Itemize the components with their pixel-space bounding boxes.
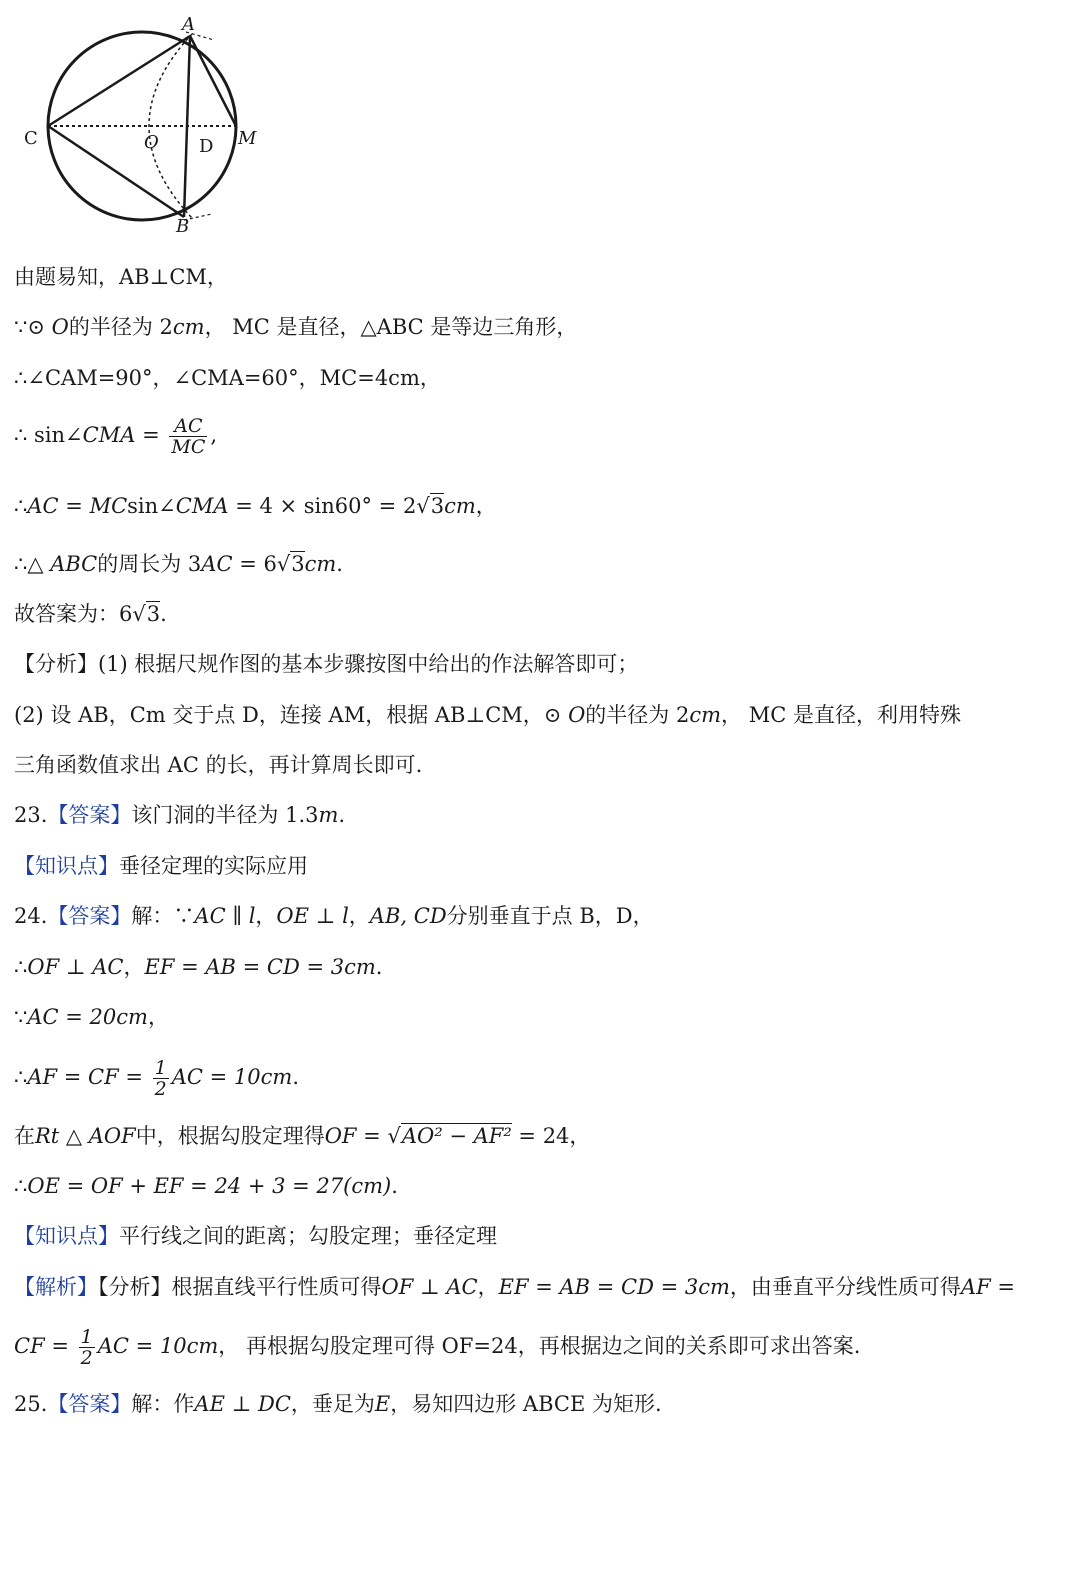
math: AB, CD bbox=[369, 904, 447, 928]
text: 【分析】(1) 根据尺规作图的基本步骤按图中给出的作法解答即可； bbox=[14, 652, 639, 676]
sqrt-radicand: 3 bbox=[291, 552, 305, 576]
math: m bbox=[318, 803, 339, 827]
text: 解：∵ bbox=[131, 904, 195, 928]
line-10 bbox=[14, 750, 422, 780]
line-17 bbox=[14, 1121, 590, 1151]
label-c: C bbox=[24, 128, 38, 149]
text: 故答案为：6√ bbox=[14, 602, 146, 626]
math: AC ∥ l bbox=[194, 904, 256, 928]
math: OE ⊥ l bbox=[276, 904, 349, 928]
line-18 bbox=[14, 1171, 398, 1201]
line-12 bbox=[14, 851, 308, 881]
text: ∴ bbox=[14, 1065, 28, 1089]
text: ∵⊙ bbox=[14, 315, 52, 339]
text: = 4 × sin60° = 2√ bbox=[228, 494, 430, 518]
sqrt-radicand: 3 bbox=[430, 494, 445, 518]
line-19 bbox=[14, 1221, 497, 1251]
math: OF ⊥ AC bbox=[381, 1275, 478, 1299]
line-20 bbox=[14, 1272, 1015, 1302]
text: ， bbox=[475, 494, 497, 518]
text: ∵ bbox=[14, 1005, 28, 1029]
text: 的半径为 2 bbox=[68, 315, 173, 339]
text: = bbox=[135, 423, 167, 447]
line-14 bbox=[14, 952, 382, 982]
question-number: 25. bbox=[14, 1392, 48, 1416]
line-15 bbox=[14, 1002, 169, 1032]
math: cm bbox=[444, 494, 476, 518]
math: E bbox=[374, 1392, 391, 1416]
fraction bbox=[79, 1327, 95, 1368]
text: ， bbox=[348, 904, 370, 928]
line-7 bbox=[14, 599, 167, 629]
text: ∴△ bbox=[14, 552, 51, 576]
text: = 24， bbox=[511, 1124, 591, 1148]
label-a: A bbox=[182, 14, 195, 35]
knowledge-tag: 【知识点】 bbox=[14, 854, 119, 878]
math: CF = bbox=[14, 1334, 76, 1358]
text: ，易知四边形 ABCE 为矩形. bbox=[390, 1392, 662, 1416]
text: 解：作 bbox=[131, 1392, 195, 1416]
math: AC bbox=[201, 552, 233, 576]
circle-figure bbox=[14, 12, 276, 244]
line-5 bbox=[14, 491, 497, 521]
text: ∴ bbox=[14, 1174, 28, 1198]
math: EF = AB = CD = 3cm bbox=[498, 1275, 730, 1299]
line-21 bbox=[14, 1327, 860, 1368]
line-11 bbox=[14, 800, 345, 830]
segment-am bbox=[190, 36, 236, 126]
analysis-tag: 【解析】 bbox=[14, 1275, 98, 1299]
segment-ca bbox=[48, 36, 190, 126]
segment-ab bbox=[184, 36, 190, 217]
text: 中，根据勾股定理得 bbox=[135, 1124, 325, 1148]
math: CMA bbox=[82, 423, 136, 447]
text: 平行线之间的距离；勾股定理；垂径定理 bbox=[119, 1224, 497, 1248]
answer-tag: 【答案】 bbox=[47, 1392, 132, 1416]
fraction bbox=[169, 416, 207, 457]
label-d: D bbox=[199, 136, 214, 157]
line-22 bbox=[14, 1389, 662, 1419]
line-2 bbox=[14, 312, 577, 342]
math: AC = 20cm bbox=[27, 1005, 148, 1029]
text: 由题易知，AB⊥CM， bbox=[14, 265, 228, 289]
text: ， MC 是直径，△ABC 是等边三角形， bbox=[204, 315, 578, 339]
math: Rt △ AOF bbox=[35, 1124, 136, 1148]
knowledge-tag: 【知识点】 bbox=[14, 1224, 119, 1248]
denominator: 2 bbox=[154, 1078, 167, 1100]
text: (2) 设 AB，Cm 交于点 D，连接 AM，根据 AB⊥CM，⊙ bbox=[14, 703, 569, 727]
text: 垂径定理的实际应用 bbox=[119, 854, 308, 878]
math: MC bbox=[89, 494, 128, 518]
line-3 bbox=[14, 363, 441, 393]
text: 分别垂直于点 B，D， bbox=[446, 904, 654, 928]
question-number: 24. bbox=[14, 904, 48, 928]
math: O bbox=[51, 315, 69, 339]
text: ，垂足为 bbox=[290, 1392, 375, 1416]
sqrt-radicand: 3 bbox=[146, 602, 161, 626]
line-4 bbox=[14, 416, 217, 457]
math: OF = √ bbox=[324, 1124, 401, 1148]
text: ∴∠CAM=90°，∠CMA=60°，MC=4cm， bbox=[14, 366, 441, 390]
math: AF = bbox=[960, 1275, 1015, 1299]
line-8 bbox=[14, 649, 638, 679]
text: 【分析】根据直线平行性质可得 bbox=[98, 1275, 382, 1299]
text: ， 再根据勾股定理可得 OF=24，再根据边之间的关系即可求出答案. bbox=[218, 1334, 861, 1358]
math: cm bbox=[689, 703, 722, 727]
sqrt-radicand: AO² − AF² bbox=[401, 1124, 512, 1148]
text: ， bbox=[255, 904, 277, 928]
line-13 bbox=[14, 901, 654, 931]
text: . bbox=[160, 602, 167, 626]
line-16 bbox=[14, 1058, 299, 1099]
text: ， bbox=[147, 1005, 169, 1029]
segment-cb bbox=[48, 126, 184, 217]
math: OE = OF + EF = 24 + 3 = 27(cm) bbox=[27, 1174, 392, 1198]
text: ∴ bbox=[14, 494, 28, 518]
text: ， bbox=[123, 955, 145, 979]
math: EF = AB = CD = 3cm bbox=[144, 955, 376, 979]
text: ， bbox=[477, 1275, 499, 1299]
text: . bbox=[336, 552, 343, 576]
text: . bbox=[375, 955, 383, 979]
text: ， MC 是直径，利用特殊 bbox=[721, 703, 961, 727]
circle-o bbox=[48, 32, 236, 220]
numerator: AC bbox=[169, 416, 207, 437]
text: . bbox=[391, 1174, 398, 1198]
math: AC = 10cm bbox=[171, 1065, 293, 1089]
denominator: MC bbox=[171, 436, 206, 458]
text: . bbox=[338, 803, 346, 827]
math: AE ⊥ DC bbox=[194, 1392, 291, 1416]
text: = 6√ bbox=[232, 552, 291, 576]
math: AC = 10cm bbox=[97, 1334, 219, 1358]
text: 的半径为 2 bbox=[585, 703, 690, 727]
line-9 bbox=[14, 700, 961, 730]
fraction bbox=[153, 1058, 169, 1099]
math: AC bbox=[27, 494, 59, 518]
line-1 bbox=[14, 262, 228, 292]
text: 三角函数值求出 AC 的长，再计算周长即可. bbox=[14, 753, 423, 777]
text: sin∠ bbox=[127, 494, 176, 518]
math: ABC bbox=[50, 552, 98, 576]
text: 在 bbox=[14, 1124, 35, 1148]
answer-tag: 【答案】 bbox=[47, 904, 132, 928]
denominator: 2 bbox=[80, 1347, 93, 1369]
text: , bbox=[210, 423, 218, 447]
text: = bbox=[58, 494, 90, 518]
line-6 bbox=[14, 549, 343, 579]
text: 的周长为 3 bbox=[97, 552, 202, 576]
label-m: M bbox=[238, 128, 257, 149]
label-o: O bbox=[144, 132, 159, 153]
circle-diagram bbox=[14, 12, 276, 244]
label-b: B bbox=[176, 216, 190, 237]
question-number: 23. bbox=[14, 803, 48, 827]
text: ，由垂直平分线性质可得 bbox=[729, 1275, 961, 1299]
text: 该门洞的半径为 1.3 bbox=[131, 803, 319, 827]
numerator: 1 bbox=[80, 1326, 93, 1348]
text: ∴ bbox=[14, 955, 28, 979]
answer-tag: 【答案】 bbox=[47, 803, 132, 827]
math: OF ⊥ AC bbox=[27, 955, 124, 979]
math: O bbox=[568, 703, 586, 727]
math: CMA bbox=[175, 494, 229, 518]
numerator: 1 bbox=[154, 1057, 167, 1079]
text: . bbox=[292, 1065, 300, 1089]
math: AF = CF = bbox=[27, 1065, 150, 1089]
math: cm bbox=[172, 315, 205, 339]
math: cm bbox=[304, 552, 337, 576]
text: ∴ sin∠ bbox=[14, 423, 83, 447]
